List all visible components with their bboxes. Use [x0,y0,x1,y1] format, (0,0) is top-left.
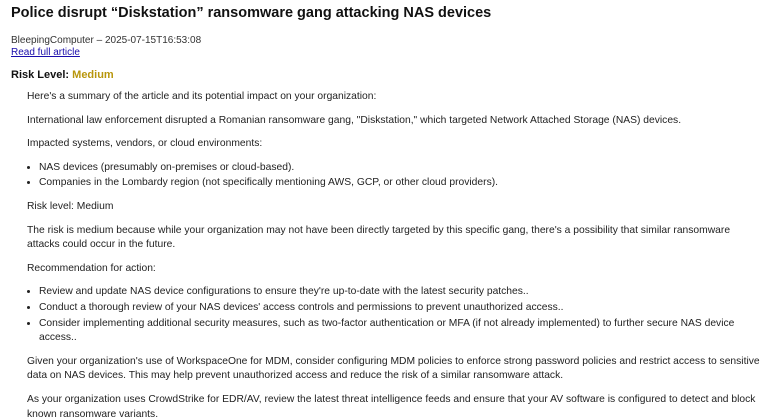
list-item: • Companies in the Lombardy region (not specifically mentioning AWS, GCP, or other cloud providers). [39,176,761,191]
risk-explanation: The risk is medium because while your organization may not have been directly targeted by this specific gang, there's a possibility that similar ransomware attacks could occur in the future. [27,224,731,251]
article-source-line: BleepingComputer – 2025-07-15T16:53:08 [11,35,202,46]
recommendation-heading: Recommendation for action: [27,262,156,274]
risk-level-line: Risk level: Medium [27,200,114,212]
impacted-heading: Impacted systems, vendors, or cloud environments: [27,138,263,150]
read-full-article-link[interactable]: Read full article [11,47,80,58]
article-title: Police disrupt “Diskstation” ransomware gang attacking NAS devices [11,5,492,21]
summary-event: International law enforcement disrupted a Romanian ransomware gang, "Diskstation," which targeted Network Attached Storage (NAS) devices. [27,114,682,126]
list-item: • NAS devices (presumably on-premises or cloud-based). [39,161,761,176]
risk-level-header [11,69,114,81]
risk-level-label: Risk Level: [11,69,70,81]
mdm-paragraph: Given your organization's use of WorkspaceOne for MDM, consider configuring MDM policies to enforce strong password policies and restrict access to sensitive data on NAS devices. This may help prevent unauthorized access and reduce the risk of a similar ransomware attack. [27,355,760,382]
list-item: • Review and update NAS device configurations to ensure they're up-to-date with the latest security patches.. [39,285,761,300]
summary-intro: Here's a summary of the article and its potential impact on your organization: [27,91,377,102]
list-item: • Consider implementing additional security measures, such as two-factor authentication or MFA (if not already implemented) to further secure NAS device access.. [39,317,761,346]
risk-level-value: Medium [72,69,114,81]
list-item: • Conduct a thorough review of your NAS devices' access controls and permissions to prevent unauthorized access.. [39,301,761,316]
recommendation-list [27,285,761,345]
impacted-list [27,161,761,191]
article-summary [27,90,761,420]
edr-paragraph: As your organization uses CrowdStrike for EDR/AV, review the latest threat intelligence feeds and ensure that your AV software is configured to detect and block known ransomware variants. [27,393,756,420]
